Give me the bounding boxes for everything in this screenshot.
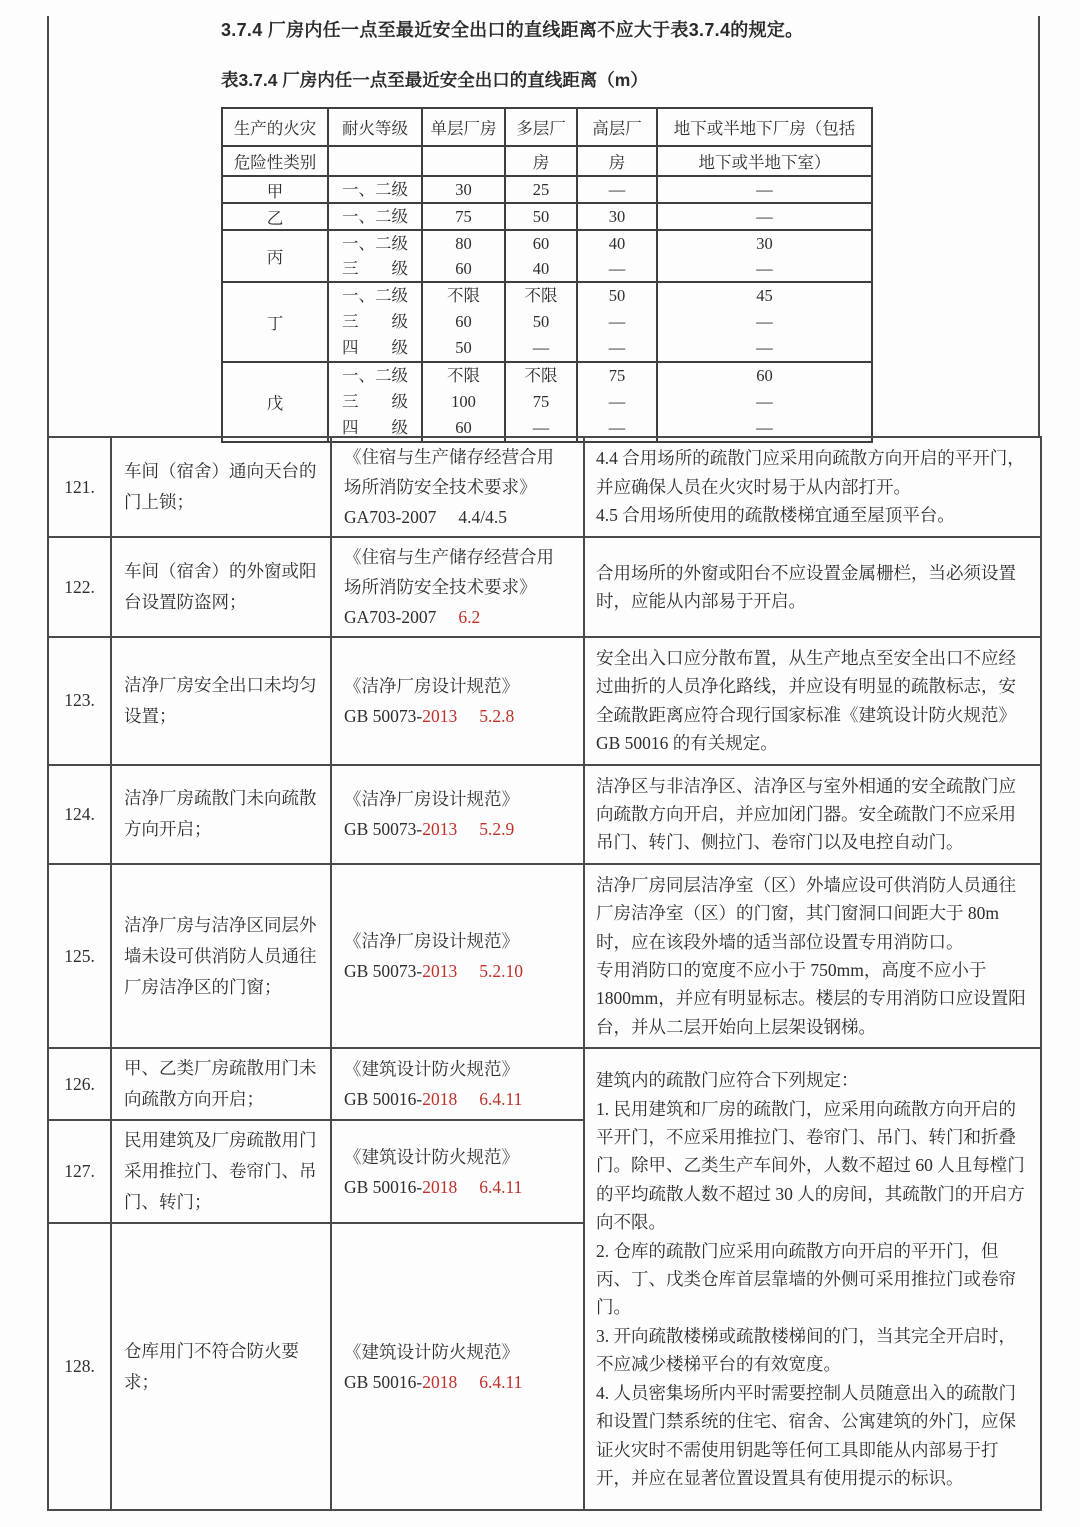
distance-value-line: 50 (455, 338, 472, 357)
violation-description-cell: 洁净厂房与洁净区同层外墙未设可供消防人员通往厂房洁净区的门窗； (111, 864, 331, 1048)
distance-value-line: 30 (756, 234, 773, 253)
distance-header-cell: 危险性类别 (222, 146, 328, 176)
requirement-paragraph: 4.5 合用场所使用的疏散楼梯宜通至屋顶平台。 (596, 505, 955, 526)
distance-value-cell (657, 230, 872, 282)
distance-value-cell (328, 282, 422, 362)
standard-title: 《洁净厂房设计规范》 (344, 931, 519, 952)
row-number-cell: 126. (48, 1048, 111, 1120)
violation-row (48, 637, 1041, 765)
standard-reference-cell (331, 437, 584, 537)
requirement-text-cell (584, 637, 1041, 765)
distance-value-line: 一、二级 (342, 207, 408, 226)
row-number-cell: 121. (48, 437, 111, 537)
violation-row (48, 437, 1041, 537)
standard-clause: 5.2.10 (479, 961, 524, 982)
distance-value-cell (328, 362, 422, 442)
distance-header-cell (422, 146, 505, 176)
violation-row (48, 1048, 1041, 1120)
distance-group-row (222, 230, 872, 282)
fire-hazard-category-cell: 甲 (222, 176, 328, 203)
fire-hazard-category-cell: 丁 (222, 282, 328, 362)
distance-header-cell: 房 (505, 146, 577, 176)
standard-reference-cell (331, 765, 584, 864)
distance-value-cell (505, 282, 577, 362)
distance-value-line: 60 (455, 259, 472, 278)
distance-header-cell (328, 146, 422, 176)
standard-title: 《住宿与生产储存经营合用场所消防安全技术要求》 (344, 447, 554, 497)
requirement-paragraph: 建筑内的疏散门应符合下列规定： (596, 1070, 859, 1091)
distance-value-line: — (608, 180, 626, 199)
violation-table (47, 436, 1042, 1511)
standard-title: 《建筑设计防火规范》 (344, 1341, 519, 1362)
requirement-text-cell (584, 437, 1041, 537)
standard-code: GA703-2007 (344, 607, 437, 627)
distance-value-line: 一、二级 (342, 286, 408, 305)
row-number-cell: 122. (48, 537, 111, 637)
top-section-cell (47, 16, 1040, 436)
requirement-paragraph: 合用场所的外窗或阳台不应设置金属栅栏，当必须设置时，应能从内部易于开启。 (596, 562, 1016, 611)
distance-value-line: 三 级 (342, 392, 408, 411)
distance-value-cell (505, 176, 577, 203)
distance-value-line: 60 (756, 366, 773, 385)
distance-header-cell: 耐火等级 (328, 108, 422, 146)
row-number-cell: 125. (48, 864, 111, 1048)
distance-group-row (222, 176, 872, 203)
distance-value-line: 100 (451, 392, 476, 411)
standard-reference-cell (331, 1048, 584, 1120)
distance-value-line: 不限 (524, 366, 558, 385)
distance-value-cell (328, 203, 422, 230)
violation-row (48, 537, 1041, 637)
violation-description-cell: 车间（宿舍）的外窗或阳台设置防盗网； (111, 537, 331, 637)
distance-value-cell (422, 176, 505, 203)
standard-clause: 6.2 (458, 607, 481, 627)
distance-value-line: 80 (455, 234, 472, 253)
distance-value-line: 40 (532, 259, 550, 278)
distance-value-line: 三 级 (342, 259, 408, 278)
distance-value-cell (657, 362, 872, 442)
distance-value-line: — (608, 392, 626, 411)
requirement-paragraph: 4. 人员密集场所内平时需要控制人员随意出入的疏散门和设置门禁系统的住宅、宿舍、公寓建筑的外门，应保证火灾时不需使用钥匙等任何工具即能从内部易于打开，并应在显著位置设置具有使用提示的标识。 (596, 1382, 1016, 1488)
distance-value-line: 50 (532, 312, 550, 331)
distance-value-cell (422, 282, 505, 362)
row-number-cell: 124. (48, 765, 111, 864)
requirement-paragraph: 洁净区与非洁净区、洁净区与室外相通的安全疏散门应向疏散方向开启，并应加闭门器。安全疏散门不应采用吊门、转门、侧拉门、卷帘门以及电控自动门。 (596, 775, 1016, 853)
violation-description-cell: 车间（宿舍）通向天台的门上锁； (111, 437, 331, 537)
fire-hazard-category-cell: 丙 (222, 230, 328, 282)
distance-value-line: — (756, 312, 773, 331)
distance-value-line: — (608, 418, 626, 437)
violation-description-cell: 仓库用门不符合防火要求； (111, 1223, 331, 1510)
distance-value-line: 30 (608, 207, 626, 226)
standard-code: GB 50073- (344, 705, 423, 726)
standard-code-year: 2018 (422, 1176, 458, 1197)
standard-reference-cell (331, 537, 584, 637)
distance-value-cell (328, 176, 422, 203)
distance-value-line: — (756, 207, 773, 226)
distance-value-line: 75 (532, 392, 550, 411)
distance-value-line: — (756, 180, 773, 199)
distance-value-line: 三 级 (342, 312, 408, 331)
distance-value-line: — (608, 338, 626, 357)
standard-clause: 4.4/4.5 (458, 507, 507, 527)
distance-value-line: — (756, 418, 773, 437)
distance-header-cell: 地下或半地下室） (657, 146, 872, 176)
distance-value-line: 不限 (447, 366, 480, 385)
distance-header-row (222, 108, 872, 146)
distance-value-line: 一、二级 (342, 180, 408, 199)
section-heading: 3.7.4 厂房内任一点至最近安全出口的直线距离不应大于表3.7.4的规定。 (221, 20, 804, 40)
distance-value-line: 不限 (524, 286, 558, 305)
distance-value-line: 60 (532, 234, 550, 253)
fire-hazard-category-cell: 戊 (222, 362, 328, 442)
standard-code: GB 50016- (344, 1089, 423, 1110)
distance-value-line: 60 (455, 312, 472, 331)
requirement-text-cell (584, 1048, 1041, 1510)
distance-value-line: 45 (756, 286, 773, 305)
distance-header-row (222, 146, 872, 176)
standard-reference-cell (331, 1120, 584, 1223)
distance-value-cell (422, 203, 505, 230)
violation-description-cell: 甲、乙类厂房疏散用门未向疏散方向开启； (111, 1048, 331, 1120)
distance-value-line: — (756, 392, 773, 411)
distance-value-line: 一、二级 (342, 234, 408, 253)
distance-value-line: 不限 (447, 286, 480, 305)
distance-value-cell (505, 203, 577, 230)
requirement-paragraph: 安全出入口应分散布置，从生产地点至安全出口不应经过曲折的人员净化路线，并应设有明显的疏散标志，安全疏散距离应符合现行国家标准《建筑设计防火规范》GB 50016 的有关规定。 (596, 648, 1016, 754)
standard-code: GB 50073- (344, 961, 423, 982)
distance-value-line: 50 (608, 286, 626, 305)
violation-description-cell: 洁净厂房疏散门未向疏散方向开启； (111, 765, 331, 864)
distance-value-cell (657, 203, 872, 230)
fire-hazard-category-cell: 乙 (222, 203, 328, 230)
row-number-cell: 127. (48, 1120, 111, 1223)
standard-code-year: 2018 (422, 1371, 458, 1392)
requirement-paragraph: 专用消防口的宽度不应小于 750mm，高度不应小于 1800mm，并应有明显标志。楼层的专用消防口应设置阳台，并从二层开始向上层架设钢梯。 (596, 960, 1026, 1037)
distance-value-cell (577, 282, 657, 362)
requirement-paragraph: 洁净厂房同层洁净室（区）外墙应设可供消防人员通往厂房洁净室（区）的门窗，其门窗洞口间距大于 80m 时，应在该段外墙的适当部位设置专用消防口。 (596, 874, 1016, 952)
standard-code: GB 50016- (344, 1371, 423, 1392)
requirement-text-cell (584, 765, 1041, 864)
distance-value-line: 60 (455, 418, 472, 437)
standard-title: 《洁净厂房设计规范》 (344, 789, 519, 810)
requirement-paragraph: 3. 开向疏散楼梯或疏散楼梯间的门，当其完全开启时，不应减少楼梯平台的有效宽度。 (596, 1325, 1016, 1375)
distance-group-row (222, 203, 872, 230)
distance-value-line: — (532, 338, 550, 357)
standard-code: GA703-2007 (344, 507, 437, 527)
distance-table-caption: 表3.7.4 厂房内任一点至最近安全出口的直线距离（m） (221, 70, 648, 90)
distance-value-cell (577, 230, 657, 282)
distance-value-line: 75 (455, 207, 472, 226)
distance-value-line: 30 (455, 180, 472, 199)
violation-description-cell: 民用建筑及厂房疏散用门采用推拉门、卷帘门、吊门、转门； (111, 1120, 331, 1223)
standard-code: GB 50016- (344, 1176, 423, 1197)
violation-row (48, 864, 1041, 1048)
distance-value-line: — (756, 259, 773, 278)
distance-value-line: 一、二级 (342, 366, 408, 385)
standard-reference-cell (331, 864, 584, 1048)
standard-title: 《建筑设计防火规范》 (344, 1059, 519, 1080)
standard-code-year: 2013 (422, 819, 458, 840)
distance-value-cell (577, 362, 657, 442)
standard-code-year: 2013 (422, 705, 458, 726)
document-frame (47, 0, 1040, 1511)
violation-row (48, 765, 1041, 864)
standard-title: 《洁净厂房设计规范》 (344, 675, 519, 696)
standard-title: 《建筑设计防火规范》 (344, 1146, 519, 1167)
standard-clause: 5.2.8 (479, 705, 515, 726)
distance-value-line: 75 (608, 366, 626, 385)
distance-header-cell: 高层厂 (577, 108, 657, 146)
distance-header-cell: 房 (577, 146, 657, 176)
distance-group-row (222, 282, 872, 362)
distance-value-line: — (608, 259, 626, 278)
standard-reference-cell (331, 1223, 584, 1510)
distance-value-cell (422, 230, 505, 282)
distance-value-line: 50 (532, 207, 550, 226)
distance-value-line: 四 级 (342, 418, 408, 437)
requirement-text-cell (584, 537, 1041, 637)
distance-header-cell: 生产的火灾 (222, 108, 328, 146)
row-number-cell: 128. (48, 1223, 111, 1510)
distance-header-cell: 单层厂房 (422, 108, 505, 146)
distance-value-line: — (756, 338, 773, 357)
row-number-cell: 123. (48, 637, 111, 765)
distance-value-line: 25 (532, 180, 550, 199)
violation-description-cell: 洁净厂房安全出口未均匀设置； (111, 637, 331, 765)
standard-clause: 6.4.11 (479, 1176, 523, 1197)
distance-value-cell (577, 203, 657, 230)
distance-value-cell (657, 282, 872, 362)
distance-value-line: 40 (608, 234, 626, 253)
distance-value-cell (505, 362, 577, 442)
distance-value-cell (422, 362, 505, 442)
standard-clause: 6.4.11 (479, 1371, 523, 1392)
standard-clause: 6.4.11 (479, 1089, 523, 1110)
requirement-paragraph: 4.4 合用场所的疏散门应采用向疏散方向开启的平开门，并应确保人员在火灾时易于从内部打开。 (596, 448, 1025, 497)
distance-value-line: 四 级 (342, 338, 408, 357)
distance-value-cell (577, 176, 657, 203)
standard-code: GB 50073- (344, 819, 423, 840)
distance-value-line: — (608, 312, 626, 331)
distance-table (221, 107, 873, 443)
requirement-paragraph: 1. 民用建筑和厂房的疏散门，应采用向疏散方向开启的平开门，不应采用推拉门、卷帘门、吊门、转门和折叠门。除甲、乙类生产车间外，人数不超过 60 人且每樘门的平均疏散人数不超过 30 人的房间，其疏散门的开启方向不限。 (596, 1098, 1025, 1233)
standard-code-year: 2013 (422, 961, 458, 982)
distance-value-line: — (532, 418, 550, 437)
distance-header-cell: 地下或半地下厂房（包括 (657, 108, 872, 146)
distance-value-cell (328, 230, 422, 282)
distance-value-cell (657, 176, 872, 203)
standard-title: 《住宿与生产储存经营合用场所消防安全技术要求》 (344, 547, 554, 597)
requirement-text-cell (584, 864, 1041, 1048)
standard-reference-cell (331, 637, 584, 765)
distance-value-cell (505, 230, 577, 282)
requirement-paragraph: 2. 仓库的疏散门应采用向疏散方向开启的平开门，但丙、丁、戊类仓库首层靠墙的外侧可采用推拉门或卷帘门。 (596, 1240, 1016, 1318)
distance-group-row (222, 362, 872, 442)
standard-code-year: 2018 (422, 1089, 458, 1110)
standard-clause: 5.2.9 (479, 819, 515, 840)
distance-header-cell: 多层厂 (505, 108, 577, 146)
